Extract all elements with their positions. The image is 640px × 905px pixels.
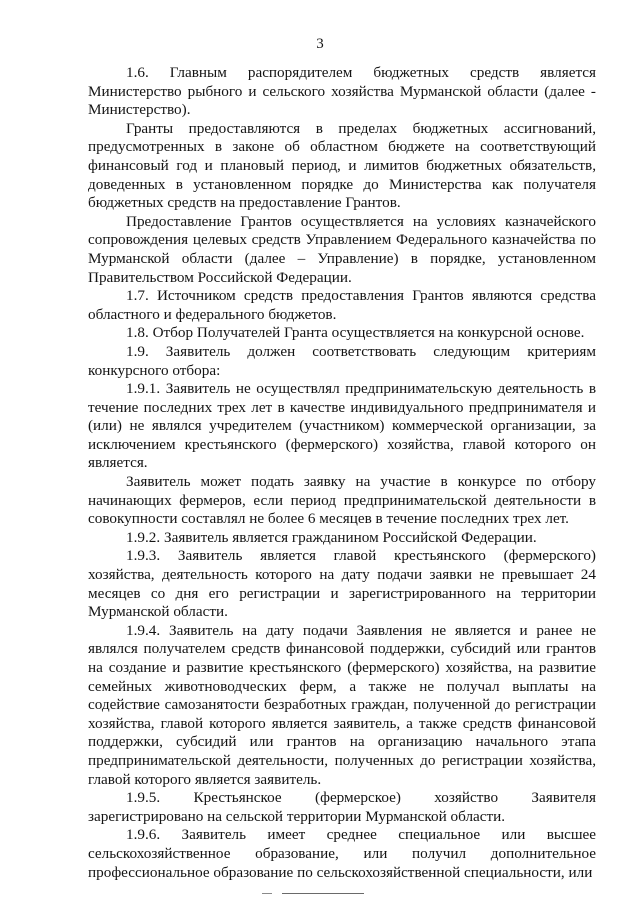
paragraph-1-9-3: 1.9.3. Заявитель является главой крестьянского (фермерского) хозяйства, деятельность которого на дату подачи заявки не превышает 24 месяцев со дня его регистрации и зарегистрированного на территории Мурманской области. <box>88 547 596 621</box>
page-number: 3 <box>316 36 324 52</box>
paragraph-treasury-support: Предоставление Грантов осуществляется на условиях казначейского сопровождения целевых средств Управлением Федерального казначейства по Мурманской области (далее – Управление) в порядке, установленном Правительством Российской Федерации. <box>88 212 596 286</box>
paragraph-six-months: Заявитель может подать заявку на участие в конкурсе по отбору начинающих фермеров, если период предпринимательской деятельности в совокупности составлял не более 6 месяцев в течение последних трех лет. <box>88 473 596 528</box>
paragraph-1-6: 1.6. Главным распорядителем бюджетных средств является Министерство рыбного и сельского хозяйства Мурманской области (далее - Министерство). <box>88 64 596 119</box>
footer-rule <box>282 893 364 894</box>
paragraph-1-9-4: 1.9.4. Заявитель на дату подачи Заявления не является и ранее не являлся получателем средств финансовой поддержки, субсидий или грантов на создание и развитие крестьянского (фермерского) хозяйства, на развитие семейных животноводческих ферм, а также не получал выплаты на содействие самозанятости безработных граждан, полученной до регистрации хозяйства, главой которого является заявитель, а также средств финансовой поддержки, субсидий или грантов на организацию начального этапа предпринимательской деятельности, полученных до регистрации хозяйства, главой которого является заявитель. <box>88 621 596 788</box>
paragraph-1-9-5: 1.9.5. Крестьянское (фермерское) хозяйство Заявителя зарегистрировано на сельской территории Мурманской области. <box>88 789 596 825</box>
paragraph-1-9-6: 1.9.6. Заявитель имеет среднее специальное или высшее сельскохозяйственное образование, или получил дополнительное профессиональное образование по сельскохозяйственной специальности, или <box>88 826 596 881</box>
paragraph-grants-limits: Гранты предоставляются в пределах бюджетных ассигнований, предусмотренных в законе об областном бюджете на соответствующий финансовый год и плановый период, и лимитов бюджетных обязательств, доведенных в установленном порядке до Министерства как получателя бюджетных средств на предоставление Грантов. <box>88 119 596 212</box>
paragraph-1-8: 1.8. Отбор Получателей Гранта осуществляется на конкурсной основе. <box>126 324 585 342</box>
paragraph-1-9-1: 1.9.1. Заявитель не осуществлял предпринимательскую деятельность в течение последних трех лет в качестве индивидуального предпринимателя и (или) не являлся учредителем (участником) коммерческой организации, за исключением крестьянского (фермерского) хозяйства, главой которого он является. <box>88 380 596 472</box>
document-body <box>88 64 596 882</box>
paragraph-1-7: 1.7. Источником средств предоставления Грантов являются средства областного и федерального бюджетов. <box>88 287 596 323</box>
paragraph-1-9-2: 1.9.2. Заявитель является гражданином Российской Федерации. <box>126 528 537 546</box>
paragraph-1-9: 1.9. Заявитель должен соответствовать следующим критериям конкурсного отбора: <box>88 342 596 379</box>
footer-dash <box>262 893 272 894</box>
